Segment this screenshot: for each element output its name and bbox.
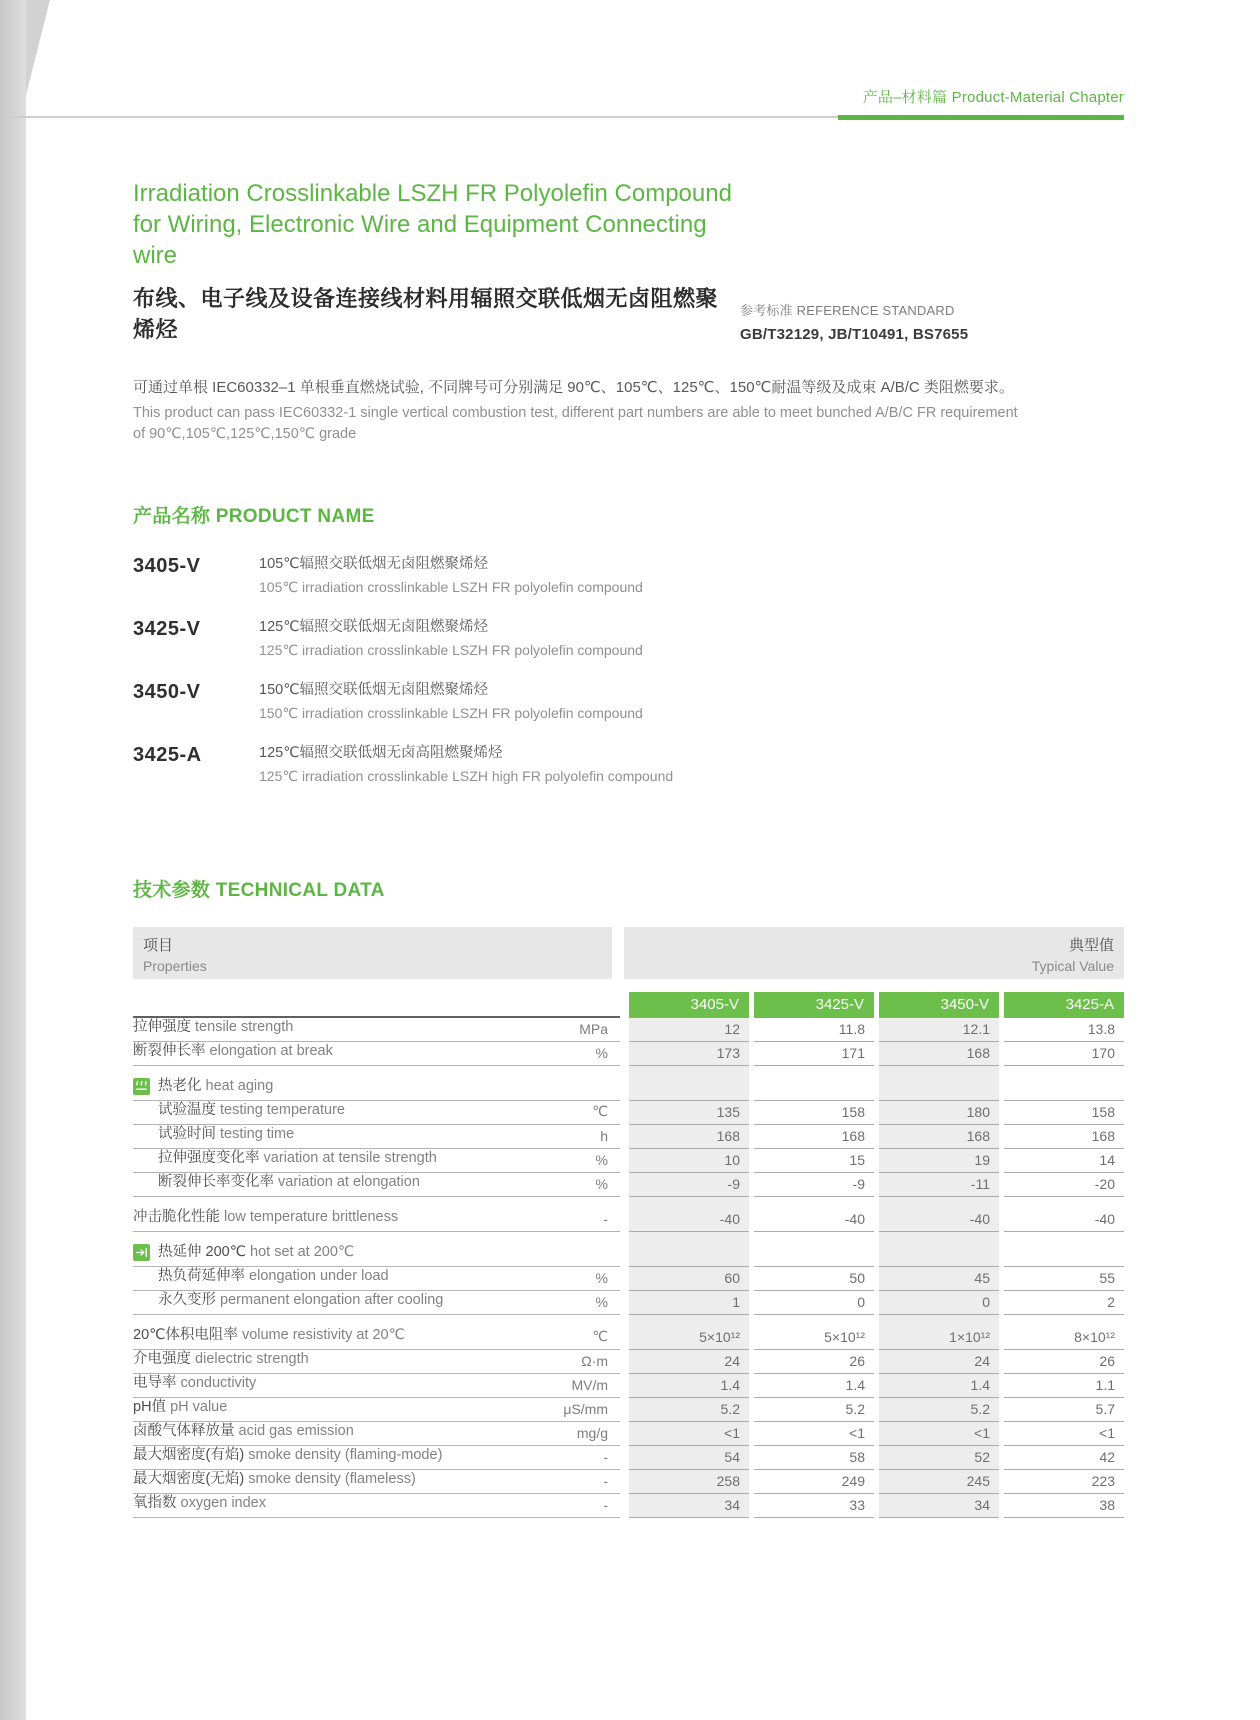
property-label-en: smoke density (flaming-mode)	[248, 1447, 443, 1463]
product-item	[133, 680, 1124, 724]
property-label-zh: 断裂伸长率	[133, 1043, 210, 1059]
value-cell-3425-A: 223	[1004, 1470, 1124, 1494]
title-block	[133, 178, 1124, 344]
value-cell-3425-V	[754, 1232, 874, 1267]
intro-paragraph	[133, 377, 1124, 445]
table-row	[133, 1018, 1124, 1042]
property-unit: MPa	[579, 1021, 608, 1037]
property-label-en: elongation under load	[249, 1268, 389, 1284]
value-cell-3405-V	[629, 1232, 749, 1267]
page-corner-decoration	[26, 0, 50, 95]
value-cell-3450-V: 1.4	[879, 1374, 999, 1398]
table-row	[133, 1042, 1124, 1066]
value-cell-3450-V	[879, 1232, 999, 1267]
property-cell	[133, 1422, 620, 1446]
property-label-zh: 冲击脆化性能	[133, 1209, 225, 1225]
value-cell-3425-A: 170	[1004, 1042, 1124, 1066]
value-cell-3450-V: 12.1	[879, 1018, 999, 1042]
property-label-zh: 卤酸气体释放量	[133, 1423, 239, 1439]
property-label	[133, 1042, 333, 1061]
table-row	[133, 1125, 1124, 1149]
value-cell-3425-A: 5.7	[1004, 1398, 1124, 1422]
reference-standard-label: 参考标准 REFERENCE STANDARD	[740, 303, 955, 318]
property-label	[133, 1101, 345, 1120]
table-section-row	[133, 1232, 1124, 1267]
property-label-en: testing temperature	[220, 1102, 345, 1118]
value-cell-3405-V: 12	[629, 1018, 749, 1042]
property-unit: ℃	[592, 1103, 608, 1119]
value-cell-3425-A: -40	[1004, 1197, 1124, 1232]
property-unit: -	[603, 1473, 608, 1489]
property-label-en: permanent elongation after cooling	[220, 1292, 444, 1308]
product-item	[133, 554, 1124, 598]
value-cell-3450-V: 34	[879, 1494, 999, 1518]
property-label-en: heat aging	[205, 1078, 274, 1094]
product-item	[133, 617, 1124, 661]
table-row	[133, 1350, 1124, 1374]
property-unit: ℃	[592, 1328, 608, 1344]
product-model: 3425-A	[133, 744, 202, 766]
property-label-en: elongation at break	[209, 1043, 333, 1059]
section-label	[158, 1077, 273, 1096]
reference-standard-value: GB/T32129, JB/T10491, BS7655	[740, 326, 969, 343]
value-cell-3450-V: 52	[879, 1446, 999, 1470]
product-title-zh: 布线、电子线及设备连接线材料用辐照交联低烟无卤阻燃聚烯烃	[133, 286, 719, 342]
value-cell-3405-V: 135	[629, 1101, 749, 1125]
chapter-rule-accent	[838, 115, 1124, 120]
title-text	[133, 178, 740, 344]
value-cell-3405-V: 173	[629, 1042, 749, 1066]
property-unit: -	[603, 1497, 608, 1513]
property-label-zh: 试验温度	[158, 1102, 221, 1118]
value-cell-3425-V: <1	[754, 1422, 874, 1446]
property-label	[133, 1208, 398, 1227]
value-cell-3425-V: -40	[754, 1197, 874, 1232]
value-cell-3425-V: 50	[754, 1267, 874, 1291]
product-description-zh: 150℃辐照交联低烟无卤阻燃聚烯烃	[259, 682, 488, 698]
value-cell-3425-A: -20	[1004, 1173, 1124, 1197]
value-cell-3405-V: 168	[629, 1125, 749, 1149]
property-label	[133, 1018, 293, 1037]
technical-data-table	[133, 1018, 1124, 1518]
property-cell	[133, 1374, 620, 1398]
value-cell-3425-V: 168	[754, 1125, 874, 1149]
chapter-header	[133, 86, 1124, 118]
value-cell-3450-V	[879, 1066, 999, 1101]
properties-header-zh: 项目	[143, 937, 174, 954]
property-cell	[133, 1149, 620, 1173]
value-cell-3425-V: 26	[754, 1350, 874, 1374]
property-unit: %	[595, 1176, 608, 1192]
product-description	[259, 617, 643, 661]
value-cell-3425-A	[1004, 1066, 1124, 1101]
property-unit: MV/m	[571, 1377, 608, 1393]
table-section-row	[133, 1066, 1124, 1101]
value-cell-3405-V: 1.4	[629, 1374, 749, 1398]
property-cell	[133, 1470, 620, 1494]
property-label-en: pH value	[170, 1399, 228, 1415]
property-cell	[133, 1197, 620, 1232]
value-cell-3405-V: 24	[629, 1350, 749, 1374]
property-label-zh: 20℃体积电阻率	[133, 1327, 242, 1343]
property-label-zh: 热负荷延伸率	[158, 1268, 250, 1284]
value-cell-3425-A: 8×10¹²	[1004, 1315, 1124, 1350]
property-unit: Ω·m	[581, 1353, 608, 1369]
property-cell	[133, 1173, 620, 1197]
property-label-en: testing time	[220, 1126, 295, 1142]
property-label-zh: 拉伸强度变化率	[158, 1150, 264, 1166]
product-description-en: 105℃ irradiation crosslinkable LSZH FR polyolefin compound	[259, 579, 643, 595]
table-row	[133, 1197, 1124, 1232]
section-title	[133, 1243, 354, 1262]
property-label	[133, 1149, 437, 1168]
value-cell-3425-A: 14	[1004, 1149, 1124, 1173]
property-label	[133, 1125, 294, 1144]
property-unit: h	[600, 1128, 608, 1144]
value-cell-3450-V: 0	[879, 1291, 999, 1315]
value-cell-3425-A: 42	[1004, 1446, 1124, 1470]
value-cell-3405-V	[629, 1066, 749, 1101]
value-cell-3450-V: 45	[879, 1267, 999, 1291]
table-column-headers	[133, 992, 1124, 1018]
value-cell-3405-V: -40	[629, 1197, 749, 1232]
section-title	[133, 1077, 273, 1096]
property-label-en: smoke density (flameless)	[248, 1471, 416, 1487]
property-cell	[133, 1267, 620, 1291]
table-row	[133, 1173, 1124, 1197]
value-cell-3450-V: 180	[879, 1101, 999, 1125]
property-cell	[133, 1446, 620, 1470]
property-unit: -	[603, 1211, 608, 1227]
column-header-3425-A: 3425-A	[1004, 992, 1124, 1018]
property-label	[133, 1446, 442, 1465]
table-row	[133, 1446, 1124, 1470]
property-label	[133, 1470, 416, 1489]
value-cell-3425-V: -9	[754, 1173, 874, 1197]
product-description-zh: 125℃辐照交联低烟无卤高阻燃聚烯烃	[259, 745, 503, 761]
table-row	[133, 1422, 1124, 1446]
property-cell	[133, 1494, 620, 1518]
product-item	[133, 743, 1124, 787]
typical-value-header-box	[624, 927, 1124, 979]
property-label-zh: 氧指数	[133, 1495, 181, 1511]
product-model: 3405-V	[133, 555, 201, 577]
value-cell-3425-V: 33	[754, 1494, 874, 1518]
property-label-en: hot set at 200℃	[250, 1244, 355, 1260]
property-unit: %	[595, 1270, 608, 1286]
column-header-spacer	[133, 992, 620, 1018]
property-unit: -	[603, 1449, 608, 1465]
value-cell-3425-V: 15	[754, 1149, 874, 1173]
value-cell-3425-V: 11.8	[754, 1018, 874, 1042]
property-unit: %	[595, 1045, 608, 1061]
table-row	[133, 1149, 1124, 1173]
property-cell	[133, 1066, 620, 1101]
value-cell-3425-V	[754, 1066, 874, 1101]
value-cell-3425-V: 58	[754, 1446, 874, 1470]
value-cell-3425-V: 158	[754, 1101, 874, 1125]
product-description-en: 150℃ irradiation crosslinkable LSZH FR polyolefin compound	[259, 705, 643, 721]
property-label-en: tensile strength	[195, 1019, 294, 1035]
product-description-zh: 125℃辐照交联低烟无卤阻燃聚烯烃	[259, 619, 488, 635]
value-cell-3425-A: 168	[1004, 1125, 1124, 1149]
property-cell	[133, 1232, 620, 1267]
column-header-3450-V: 3450-V	[879, 992, 999, 1018]
property-label-zh: 电导率	[133, 1375, 181, 1391]
value-cell-3405-V: 5×10¹²	[629, 1315, 749, 1350]
property-cell	[133, 1018, 620, 1042]
property-label-zh: 介电强度	[133, 1351, 196, 1367]
property-label-zh: 拉伸强度	[133, 1019, 196, 1035]
value-cell-3405-V: 258	[629, 1470, 749, 1494]
product-title-en-line1: Irradiation Crosslinkable LSZH FR Polyolefin Compound	[133, 180, 732, 207]
value-cell-3405-V: 1	[629, 1291, 749, 1315]
property-label-en: dielectric strength	[195, 1351, 309, 1367]
product-description	[259, 743, 673, 787]
table-row	[133, 1101, 1124, 1125]
property-label	[133, 1494, 266, 1513]
product-model: 3425-V	[133, 618, 201, 640]
table-row	[133, 1374, 1124, 1398]
value-cell-3425-A: 1.1	[1004, 1374, 1124, 1398]
property-label-zh: 最大烟密度(无焰)	[133, 1471, 249, 1487]
value-cell-3425-A: 13.8	[1004, 1018, 1124, 1042]
property-label	[133, 1374, 256, 1393]
value-cell-3405-V: <1	[629, 1422, 749, 1446]
value-cell-3405-V: 34	[629, 1494, 749, 1518]
property-label-en: oxygen index	[180, 1495, 266, 1511]
property-label	[133, 1422, 354, 1441]
product-description-en: 125℃ irradiation crosslinkable LSZH FR polyolefin compound	[259, 642, 643, 658]
reference-standard-block	[740, 300, 1124, 344]
chapter-label: 产品–材料篇 Product-Material Chapter	[862, 89, 1124, 106]
value-cell-3425-V: 1.4	[754, 1374, 874, 1398]
product-name-heading: 产品名称 PRODUCT NAME	[133, 506, 375, 527]
product-model: 3450-V	[133, 681, 201, 703]
column-header-3405-V: 3405-V	[629, 992, 749, 1018]
value-cell-3425-A: 26	[1004, 1350, 1124, 1374]
column-header-3425-V: 3425-V	[754, 992, 874, 1018]
property-cell	[133, 1291, 620, 1315]
property-cell	[133, 1125, 620, 1149]
value-cell-3405-V: 60	[629, 1267, 749, 1291]
value-cell-3450-V: 1×10¹²	[879, 1315, 999, 1350]
property-label-zh: 永久变形	[158, 1292, 221, 1308]
product-description	[259, 680, 643, 724]
property-label-en: volume resistivity at 20℃	[241, 1327, 405, 1343]
property-cell	[133, 1101, 620, 1125]
value-cell-3450-V: 5.2	[879, 1398, 999, 1422]
property-label-en: conductivity	[180, 1375, 257, 1391]
property-unit: %	[595, 1294, 608, 1310]
value-cell-3425-V: 5.2	[754, 1398, 874, 1422]
product-title-en-line2: for Wiring, Electronic Wire and Equipment Connecting wire	[133, 211, 707, 269]
intro-zh: 可通过单根 IEC60332–1 单根垂直燃烧试验, 不同牌号可分别满足 90℃、105℃、125℃、150℃耐温等级及成束 A/B/C 类阻燃要求。	[133, 379, 1014, 396]
properties-header-en: Properties	[143, 958, 207, 974]
value-cell-3425-V: 5×10¹²	[754, 1315, 874, 1350]
value-cell-3425-V: 171	[754, 1042, 874, 1066]
property-cell	[133, 1042, 620, 1066]
product-description	[259, 554, 643, 598]
property-label-en: low temperature brittleness	[224, 1209, 399, 1225]
property-cell	[133, 1350, 620, 1374]
property-label-zh: 断裂伸长率变化率	[158, 1174, 279, 1190]
property-label-en: variation at tensile strength	[263, 1150, 437, 1166]
section-label	[158, 1243, 354, 1262]
value-cell-3425-A: <1	[1004, 1422, 1124, 1446]
value-cell-3450-V: 245	[879, 1470, 999, 1494]
product-description-zh: 105℃辐照交联低烟无卤阻燃聚烯烃	[259, 556, 488, 572]
value-cell-3425-A: 158	[1004, 1101, 1124, 1125]
technical-data-section	[133, 875, 1124, 1518]
heat-aging-icon	[133, 1078, 150, 1095]
property-unit: μS/mm	[563, 1401, 608, 1417]
property-label-en: acid gas emission	[238, 1423, 354, 1439]
property-label-en: variation at elongation	[278, 1174, 420, 1190]
typical-value-header-en: Typical Value	[1031, 958, 1114, 974]
value-cell-3450-V: 168	[879, 1042, 999, 1066]
technical-data-heading: 技术参数 TECHNICAL DATA	[133, 880, 385, 901]
intro-en: This product can pass IEC60332-1 single vertical combustion test, different part numbers are able to meet bunched A/B/C FR requirement of 90℃,105℃,125℃,150℃ grade	[133, 405, 1018, 442]
product-list	[133, 554, 1124, 787]
value-cell-3425-A: 55	[1004, 1267, 1124, 1291]
product-description-en: 125℃ irradiation crosslinkable LSZH high FR polyolefin compound	[259, 768, 674, 784]
table-row	[133, 1494, 1124, 1518]
table-header-band	[133, 927, 1124, 979]
hot-set-icon	[133, 1244, 150, 1261]
property-unit: mg/g	[576, 1425, 608, 1441]
product-name-section	[133, 501, 1124, 787]
value-cell-3405-V: 10	[629, 1149, 749, 1173]
property-label	[133, 1267, 389, 1286]
value-cell-3405-V: 5.2	[629, 1398, 749, 1422]
property-label	[133, 1173, 420, 1192]
value-cell-3425-V: 249	[754, 1470, 874, 1494]
chapter-rule	[10, 116, 1124, 118]
table-row	[133, 1398, 1124, 1422]
property-label	[133, 1326, 405, 1345]
value-cell-3450-V: -40	[879, 1197, 999, 1232]
property-label	[133, 1350, 309, 1369]
value-cell-3450-V: 24	[879, 1350, 999, 1374]
value-cell-3425-V: 0	[754, 1291, 874, 1315]
typical-value-header-zh: 典型值	[1068, 937, 1114, 954]
property-cell	[133, 1398, 620, 1422]
property-cell	[133, 1315, 620, 1350]
property-label-zh: 最大烟密度(有焰)	[133, 1447, 249, 1463]
table-row	[133, 1291, 1124, 1315]
property-label-zh: 热老化	[158, 1078, 206, 1094]
product-title-en	[133, 178, 740, 271]
page-edge-decoration	[0, 0, 26, 1720]
property-label-zh: pH值	[133, 1399, 171, 1415]
properties-header-box	[133, 927, 612, 979]
value-cell-3450-V: 19	[879, 1149, 999, 1173]
table-row	[133, 1315, 1124, 1350]
value-cell-3425-A	[1004, 1232, 1124, 1267]
property-unit: %	[595, 1152, 608, 1168]
table-row	[133, 1470, 1124, 1494]
value-cell-3450-V: 168	[879, 1125, 999, 1149]
table-row	[133, 1267, 1124, 1291]
value-cell-3450-V: -11	[879, 1173, 999, 1197]
value-cell-3450-V: <1	[879, 1422, 999, 1446]
value-cell-3405-V: 54	[629, 1446, 749, 1470]
property-label	[133, 1398, 227, 1417]
property-label-zh: 试验时间	[158, 1126, 221, 1142]
value-cell-3425-A: 2	[1004, 1291, 1124, 1315]
property-label	[133, 1291, 443, 1310]
value-cell-3425-A: 38	[1004, 1494, 1124, 1518]
property-label-zh: 热延伸 200℃	[158, 1244, 251, 1260]
value-cell-3405-V: -9	[629, 1173, 749, 1197]
